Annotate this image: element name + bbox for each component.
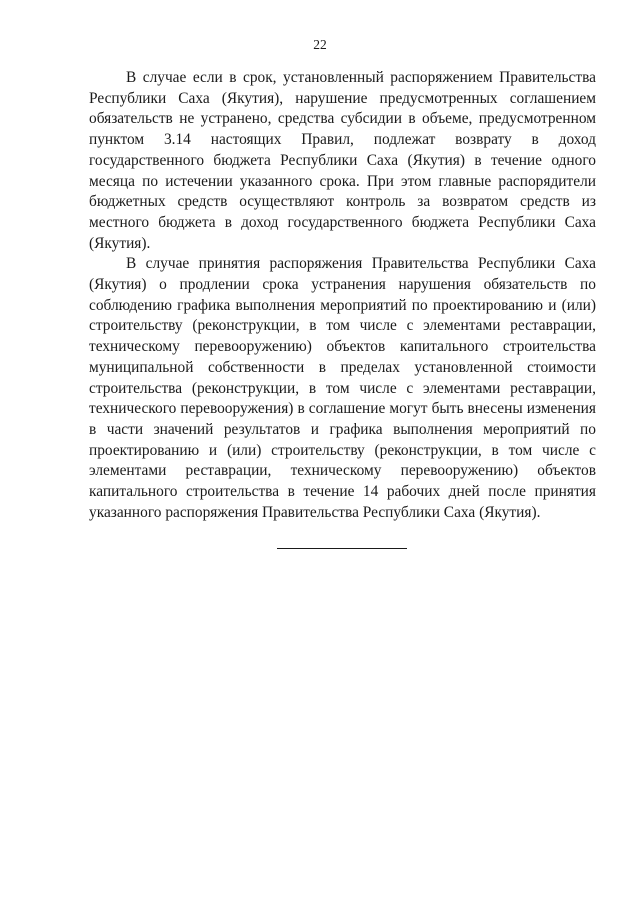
document-body [89, 68, 596, 523]
page-number: 22 [313, 37, 327, 52]
paragraph-deadline-extension: В случае принятия распоряжения Правительства Республики Саха (Якутия) о продлении срока устранения нарушения обязательств по соблюдению графика выполнения мероприятий по проектированию и (или) строительству (реконструкции, в том числе с элементами реставрации, техническому перевооружению) объектов капитального строительства муниципальной собственности в пределах установленной стоимости строительства (реконструкции, в том числе с элементами реставрации, технического перевооружения) в соглашение могут быть внесены изменения в части значений результатов и графика выполнения мероприятий по проектированию и (или) строительству (реконструкции, в том числе с элементами реставрации, техническому перевооружению) объектов капитального строительства в течение 14 рабочих дней после принятия указанного распоряжения Правительства Республики Саха (Якутия). [89, 255, 596, 521]
end-of-text-divider [277, 548, 407, 549]
paragraph-refund-of-subsidy: В случае если в срок, установленный распоряжением Правительства Республики Саха (Якутия), нарушение предусмотренных соглашением обязательств не устранено, средства субсидии в объеме, предусмотренном пунктом 3.14 настоящих Правил, подлежат возврату в доход государственного бюджета Республики Саха (Якутия) в течение одного месяца по истечении указанного срока. При этом главные распорядители бюджетных средств осуществляют контроль за возвратом средств из местного бюджета в доход государственного бюджета Республики Саха (Якутия). [89, 69, 596, 252]
